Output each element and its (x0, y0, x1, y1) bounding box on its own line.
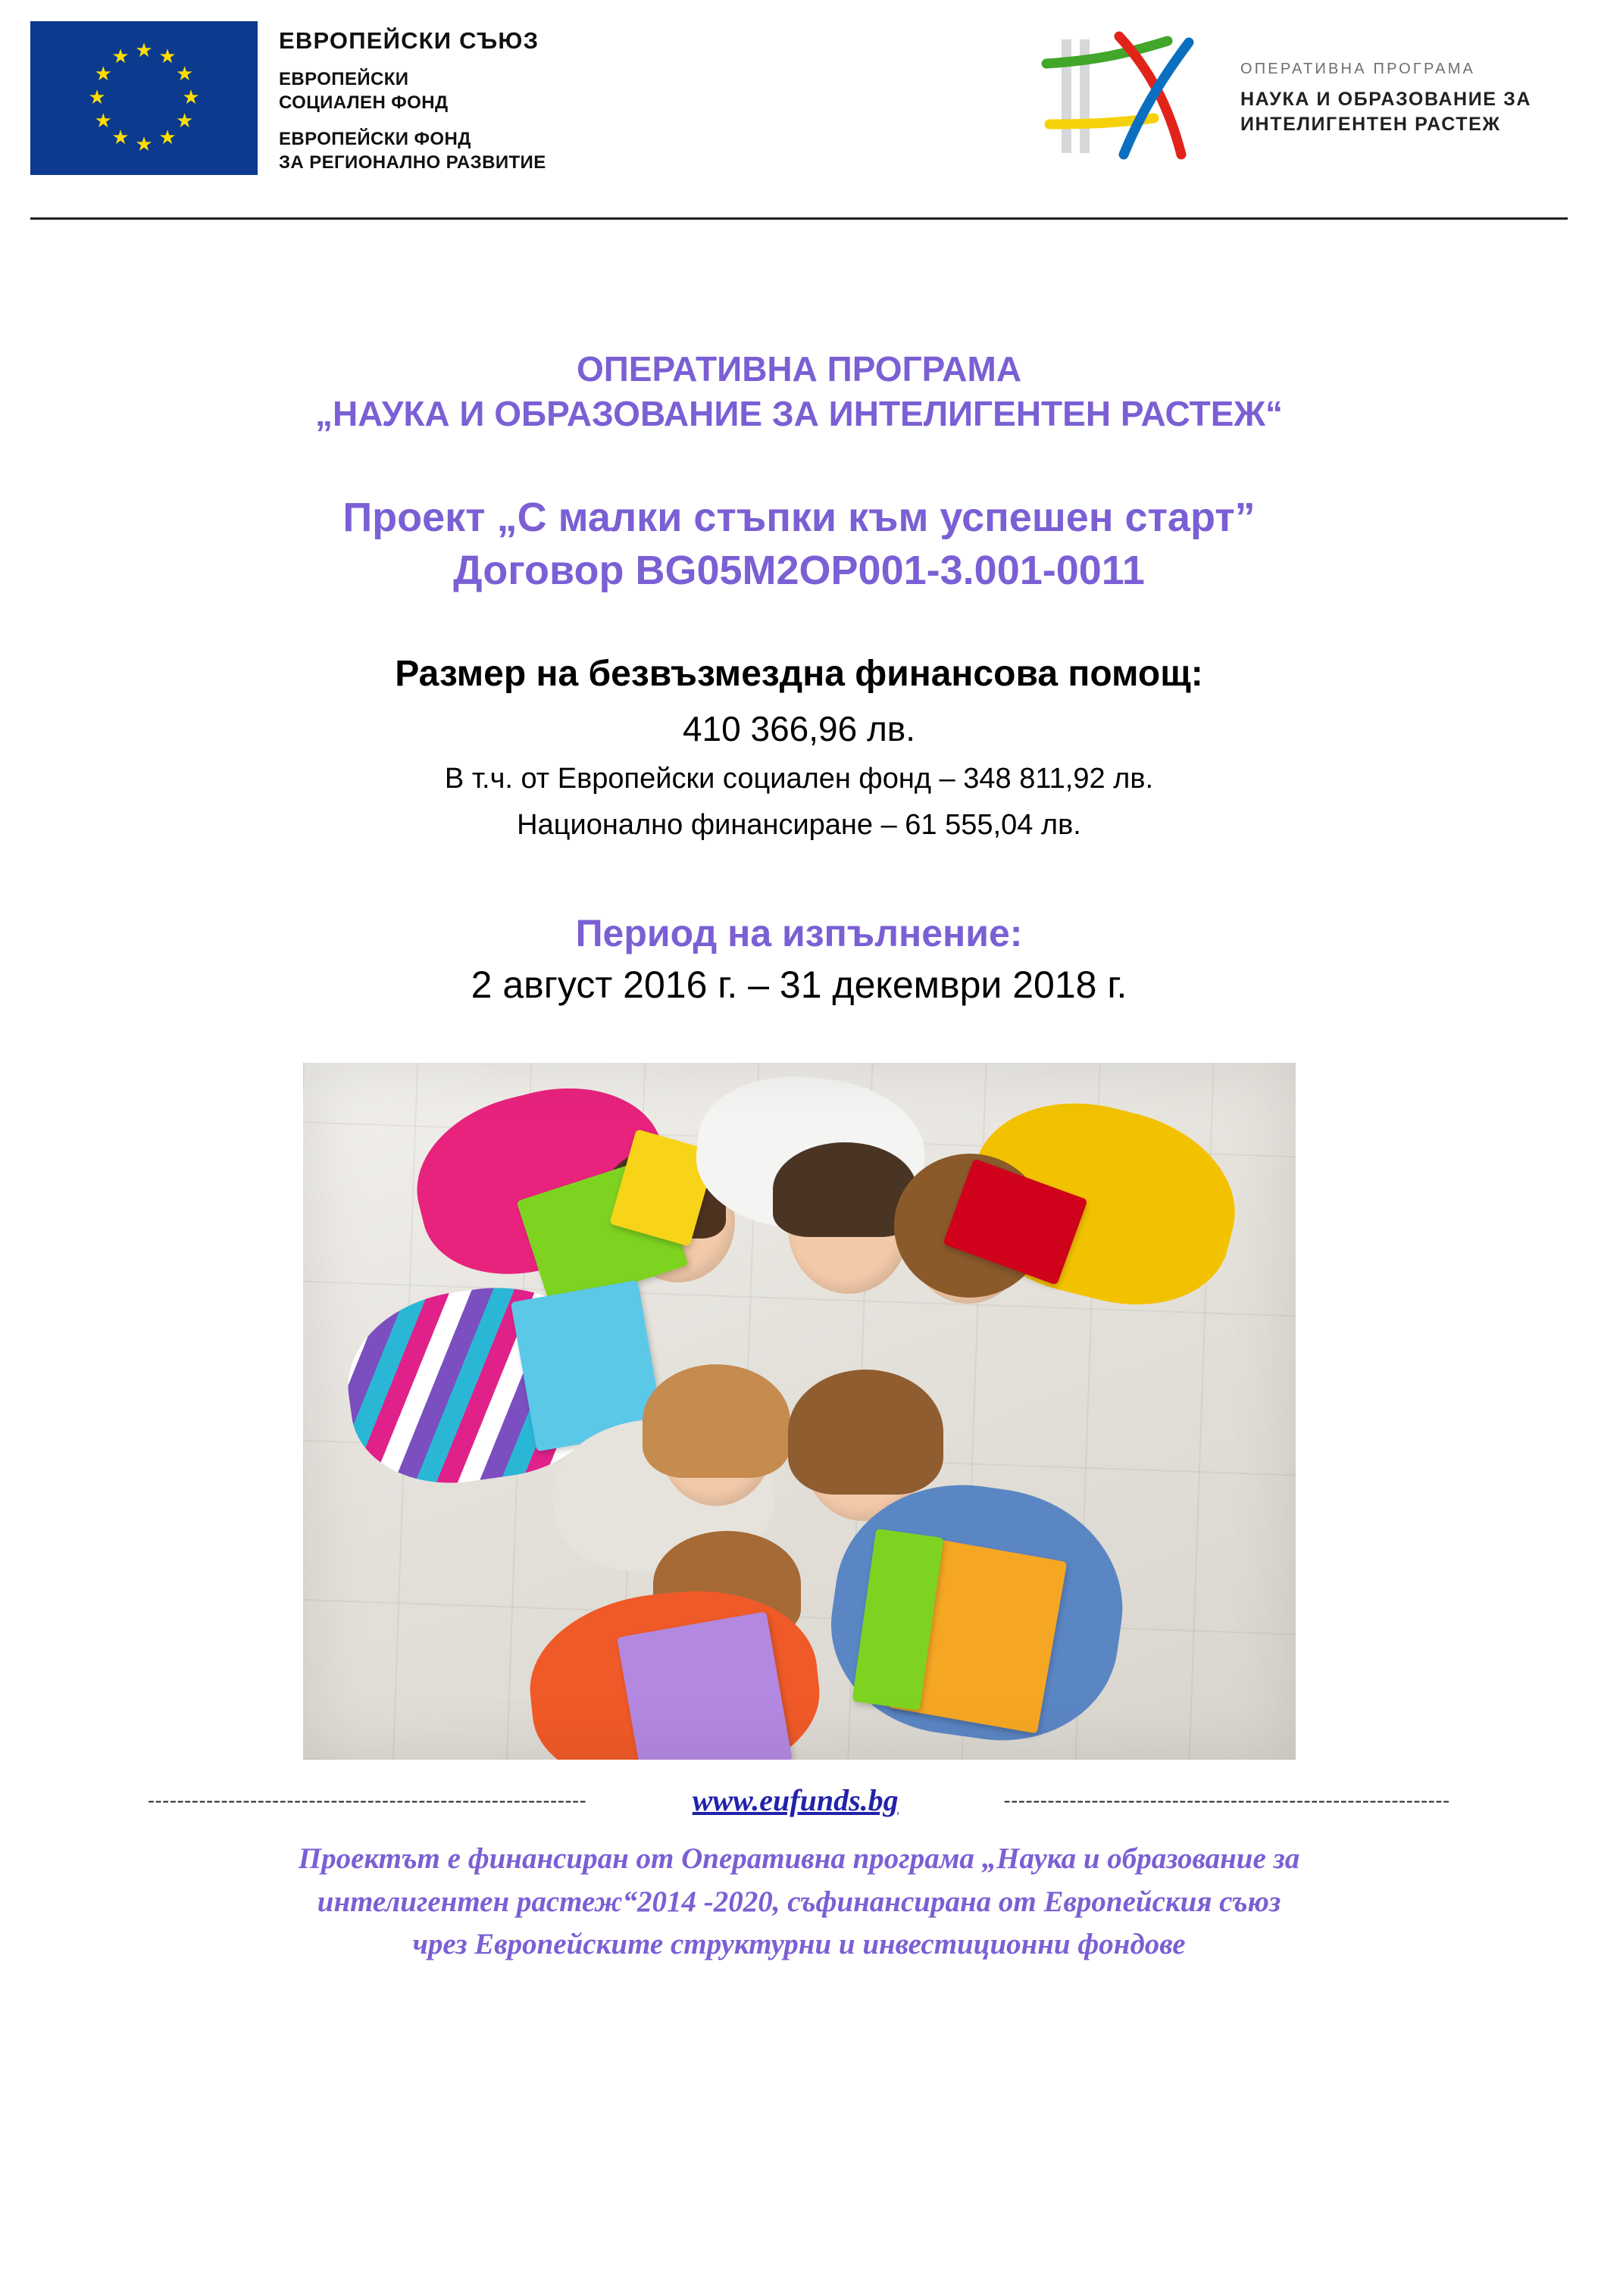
eufunds-website-link[interactable]: www.eufunds.bg (692, 1783, 899, 1818)
photo-book-violet (617, 1611, 793, 1760)
eu-star-icon: ★ (88, 85, 106, 108)
eu-regional-fund-label (279, 128, 546, 174)
period-label: Период на изпълнение: (575, 912, 1023, 955)
website-row (53, 1782, 1545, 1818)
project-title (91, 491, 1507, 597)
eu-star-icon: ★ (135, 38, 153, 61)
eu-social-fund-line2: СОЦИАЛЕН ФОНД (279, 92, 449, 113)
grant-esf-amount: В т.ч. от Европейски социален фонд – 348 811,92 лв. (444, 763, 1154, 795)
eu-stars-group (87, 38, 201, 155)
dashes-left: ------------------------------------------------------------ (148, 1788, 587, 1811)
project-name: Проект „С малки стъпки към успешен старт” (342, 494, 1256, 540)
eu-star-icon: ★ (176, 61, 194, 85)
op-science-education-logo-icon (1040, 29, 1222, 165)
page-header (0, 0, 1598, 220)
op-big-label-line2: ИНТЕЛИГЕНТЕН РАСТЕЖ (1240, 113, 1501, 135)
program-title-line2: „НАУКА И ОБРАЗОВАНИЕ ЗА ИНТЕЛИГЕНТЕН РАСТЕЖ“ (315, 393, 1283, 433)
children-photo (303, 1063, 1296, 1760)
op-big-label-line1: НАУКА И ОБРАЗОВАНИЕ ЗА (1240, 89, 1531, 110)
op-logo-block (1040, 21, 1531, 165)
eu-flag-icon (30, 21, 258, 175)
photo-child-center-left-hair (643, 1364, 790, 1478)
eu-star-icon: ★ (135, 132, 153, 155)
eu-logo-text (279, 21, 546, 175)
funding-disclaimer-line3: чрез Европейските структурни и инвестиционни фондове (412, 1928, 1186, 1961)
eu-star-icon: ★ (94, 108, 112, 132)
dashes-right: ------------------------------------------------------------- (1003, 1788, 1450, 1811)
eu-union-label: ЕВРОПЕЙСКИ СЪЮЗ (279, 27, 539, 54)
eu-regional-fund-line1: ЕВРОПЕЙСКИ ФОНД (279, 129, 471, 150)
eu-star-icon: ★ (158, 44, 177, 67)
grant-total-amount: 410 366,96 лв. (682, 709, 916, 749)
eu-star-icon: ★ (158, 126, 177, 149)
op-logo-text (1240, 29, 1531, 136)
eu-star-icon: ★ (176, 108, 194, 132)
page-footer (0, 1782, 1598, 1966)
op-big-label (1240, 87, 1531, 136)
grant-national-amount: Национално финансиране – 61 555,04 лв. (517, 809, 1081, 842)
header-logos-row (30, 21, 1568, 175)
eu-logo-block (30, 21, 546, 175)
program-title (91, 347, 1507, 436)
op-small-label: ОПЕРАТИВНА ПРОГРАМА (1240, 61, 1476, 77)
project-contract: Договор BG05M2OP001-3.001-0011 (453, 547, 1145, 593)
eu-star-icon: ★ (111, 126, 130, 149)
eu-regional-fund-line2: ЗА РЕГИОНАЛНО РАЗВИТИЕ (279, 152, 546, 173)
funding-disclaimer-line2: интелигентен растеж“2014 -2020, съфинансирана от Европейския съюз (317, 1885, 1281, 1918)
eu-star-icon: ★ (182, 85, 200, 108)
eu-star-icon: ★ (94, 61, 112, 85)
grant-label: Размер на безвъзмездна финансова помощ: (395, 654, 1203, 695)
eu-star-icon: ★ (111, 44, 130, 67)
eu-social-fund-label (279, 68, 546, 114)
eu-social-fund-line1: ЕВРОПЕЙСКИ (279, 69, 409, 89)
funding-disclaimer (53, 1838, 1545, 1966)
funding-disclaimer-line1: Проектът е финансиран от Оперативна програма „Наука и образование за (298, 1842, 1300, 1876)
photo-child-center-right-hair (788, 1370, 943, 1495)
period-value: 2 август 2016 г. – 31 декември 2018 г. (471, 964, 1127, 1007)
header-divider (30, 217, 1568, 220)
program-title-line1: ОПЕРАТИВНА ПРОГРАМА (576, 349, 1022, 389)
main-content (0, 347, 1598, 1760)
